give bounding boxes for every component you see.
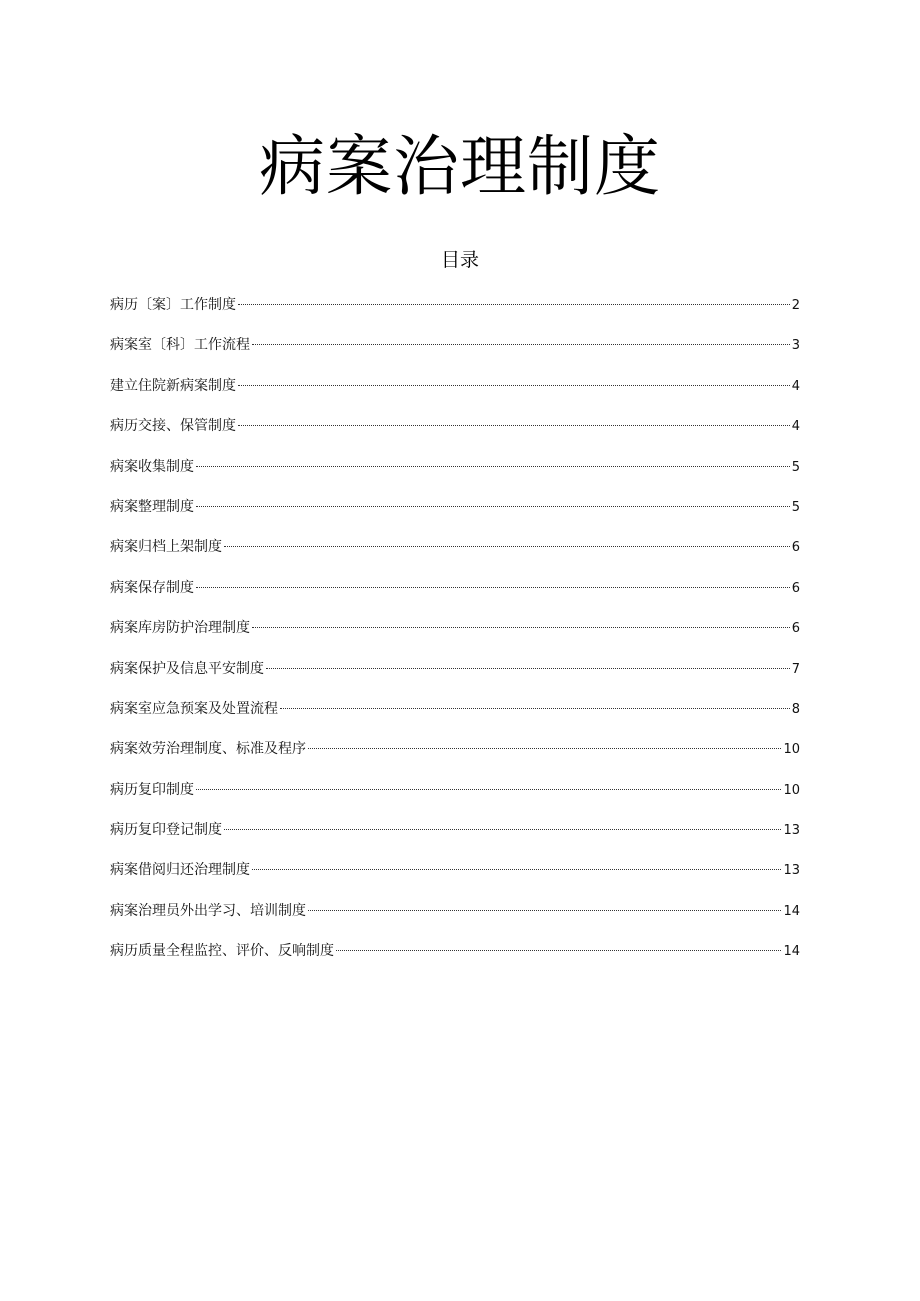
toc-dot-leader	[252, 344, 790, 345]
document-title: 病案治理制度	[259, 128, 661, 206]
toc-dot-leader	[238, 425, 790, 426]
toc-dot-leader	[252, 627, 790, 628]
toc-entry-page: 10	[783, 782, 800, 798]
toc-entry-page: 14	[783, 903, 800, 919]
toc-entry[interactable]	[110, 495, 800, 535]
toc-dot-leader	[238, 304, 790, 305]
toc-entry-label: 病历复印制度	[110, 781, 194, 798]
toc-entry-label: 病案室〔科〕工作流程	[110, 337, 250, 354]
toc-entry-page: 4	[791, 419, 800, 435]
toc-entry-page: 10	[783, 742, 800, 758]
toc-entry-page: 7	[791, 661, 800, 677]
toc-dot-leader	[280, 708, 790, 709]
toc-entry[interactable]	[110, 858, 800, 898]
toc-entry-page: 5	[791, 499, 800, 515]
toc-entry-page: 6	[791, 540, 800, 556]
toc-dot-leader	[196, 789, 781, 790]
toc-dot-leader	[196, 587, 790, 588]
toc-entry-page: 5	[791, 459, 800, 475]
toc-dot-leader	[224, 546, 790, 547]
toc-entry-label: 病案室应急预案及处置流程	[110, 700, 278, 717]
toc-entry-label: 病历质量全程监控、评价、反响制度	[110, 943, 334, 960]
toc-entry[interactable]	[110, 374, 800, 414]
toc-dot-leader	[196, 506, 790, 507]
toc-entry-label: 病历〔案〕工作制度	[110, 297, 236, 313]
toc-entry-page: 3	[791, 338, 800, 354]
toc-entry-label: 病案库房防护治理制度	[110, 620, 250, 637]
toc-dot-leader	[238, 385, 790, 386]
toc-entry[interactable]	[110, 576, 800, 616]
toc-entry-label: 病案归档上架制度	[110, 539, 222, 556]
toc-entry-label: 建立住院新病案制度	[110, 377, 236, 394]
toc-entry[interactable]	[110, 697, 800, 737]
toc-dot-leader	[224, 829, 781, 830]
toc-entry-label: 病案效劳治理制度、标准及程序	[110, 741, 306, 758]
toc-dot-leader	[336, 950, 781, 951]
toc-entry[interactable]	[110, 737, 800, 777]
toc-entry-page: 13	[783, 823, 800, 839]
toc-entry-label: 病历复印登记制度	[110, 822, 222, 839]
toc-entry-label: 病历交接、保管制度	[110, 418, 236, 435]
toc-entry[interactable]	[110, 778, 800, 818]
toc-entry[interactable]	[110, 414, 800, 454]
toc-entry-page: 8	[791, 701, 800, 717]
toc-dot-leader	[308, 748, 781, 749]
toc-heading: 目录	[440, 249, 479, 271]
toc-entry-page: 6	[791, 580, 800, 596]
toc-dot-leader	[266, 668, 790, 669]
toc-entry-page: 6	[791, 621, 800, 637]
toc-entry-page: 13	[783, 863, 800, 879]
toc-entry[interactable]	[110, 616, 800, 656]
toc-entry[interactable]	[110, 657, 800, 697]
toc-dot-leader	[252, 869, 781, 870]
toc-entry-page: 4	[791, 378, 800, 394]
toc-entry[interactable]	[110, 818, 800, 858]
toc-entry[interactable]	[110, 899, 800, 939]
toc-entry-label: 病案收集制度	[110, 458, 194, 475]
toc-entry-page: 14	[783, 944, 800, 960]
toc-entry[interactable]	[110, 333, 800, 373]
toc-entry[interactable]	[110, 293, 800, 333]
toc-entry[interactable]	[110, 939, 800, 979]
toc-entry-page: 2	[791, 298, 800, 313]
toc-entry-label: 病案治理员外出学习、培训制度	[110, 902, 306, 919]
toc-dot-leader	[308, 910, 781, 911]
table-of-contents	[110, 293, 800, 980]
toc-entry[interactable]	[110, 455, 800, 495]
toc-entry-label: 病案保护及信息平安制度	[110, 660, 264, 677]
toc-entry-label: 病案借阅归还治理制度	[110, 862, 250, 879]
toc-dot-leader	[196, 466, 790, 467]
toc-entry[interactable]	[110, 535, 800, 575]
toc-entry-label: 病案整理制度	[110, 498, 194, 515]
toc-entry-label: 病案保存制度	[110, 579, 194, 596]
